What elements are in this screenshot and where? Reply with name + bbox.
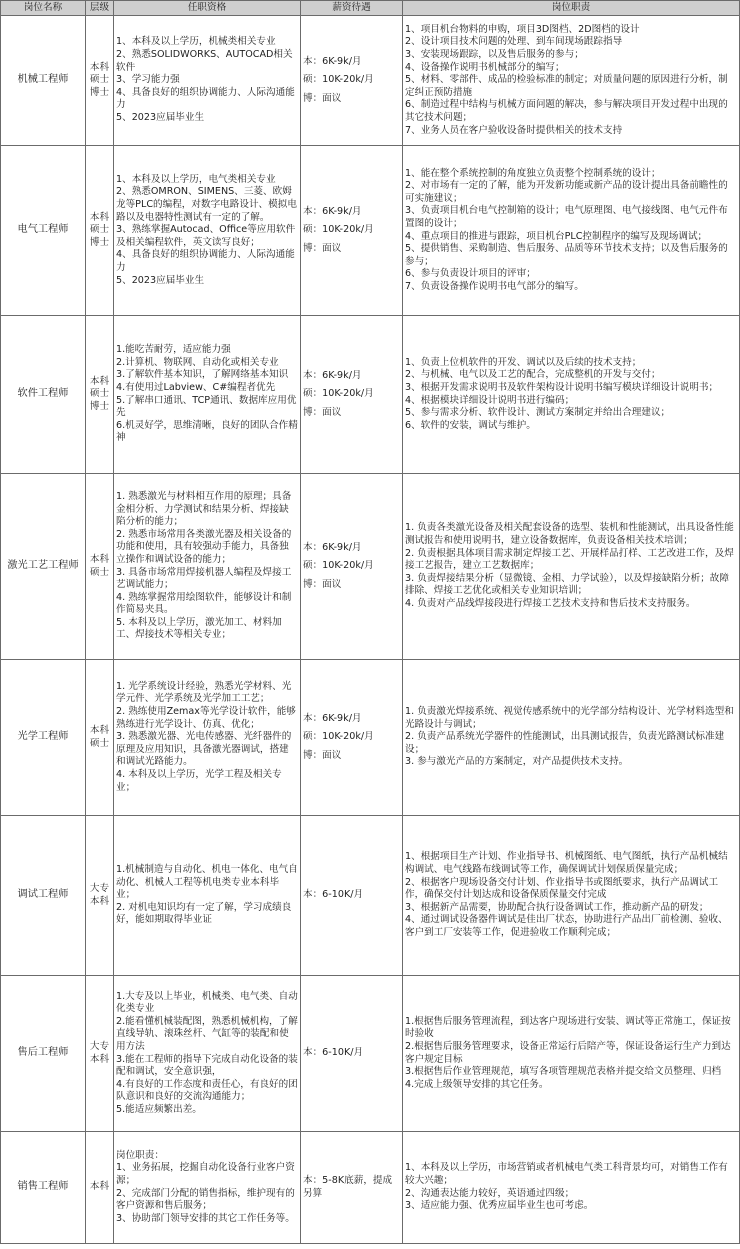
table-row	[1, 660, 740, 816]
duties-cell	[403, 976, 740, 1132]
position-name: 调试工程师	[1, 816, 86, 976]
position-name: 销售工程师	[1, 1132, 86, 1244]
level-item: 本科	[89, 61, 110, 73]
qualifications-cell	[114, 16, 301, 146]
level-item: 博士	[89, 400, 110, 412]
salary-cell	[301, 146, 403, 316]
qualification-item: 5. 本科及以上学历，激光加工、材料加工、焊接技术等相关专业；	[116, 616, 282, 641]
duty-item: 6、参与负责设计项目的评审；	[405, 268, 536, 280]
qualifications-cell	[114, 976, 301, 1132]
duty-item: 2、沟通表达能力较好，英语通过四级；	[405, 1187, 575, 1199]
qualification-item: 1.能吃苦耐劳，适应能力强	[116, 344, 231, 356]
duty-item: 1. 负责激光焊接系统、视觉传感系统中的光学部分结构设计、光学材料选型和光路设计与调试；	[405, 706, 734, 730]
qualification-item: 1. 熟悉激光与材料相互作用的原理；具备金相分析、力学测试和结果分析、焊接缺陷分析的能力；	[116, 490, 292, 528]
duty-item: 2、与机械、电气以及工艺的配合，完成整机的开发与交付；	[405, 369, 661, 381]
qualification-item: 4、具备良好的组织协调能力、人际沟通能力	[116, 249, 295, 273]
salary-cell	[301, 1132, 403, 1244]
duty-item: 5、参与需求分析、软件设计、测试方案制定并给出合理建议；	[405, 407, 671, 419]
table-row	[1, 16, 740, 146]
level-item: 博士	[89, 86, 110, 98]
duty-item: 1. 负责各类激光设备及相关配套设备的选型、装机和性能测试，出具设备性能测试报告和使用说明书，建立设备数据库，负责设备相关技术培训；	[405, 522, 734, 547]
table-row	[1, 474, 740, 660]
duties-cell	[403, 16, 740, 146]
qualification-item: 3、协助部门领导安排的其它工作任务等。	[116, 1212, 295, 1224]
qualification-item: 1、本科及以上学历，电气类相关专业	[116, 173, 276, 185]
qualifications-cell	[114, 146, 301, 316]
duty-item: 3.根据售后作业管理规范，填写各项管理规范表格并提交给文员整理、归档	[405, 1066, 722, 1078]
duty-item: 3. 负责焊接结果分析（显微镜、金相、力学试验），以及焊接缺陷分析；故障排除、焊接工艺优化或相关专业知识培训；	[405, 572, 729, 597]
duty-item: 3、适应能力强、优秀应届毕业生也可考虑。	[405, 1200, 594, 1212]
table-row	[1, 316, 740, 474]
table-row	[1, 146, 740, 316]
level-item: 博士	[89, 236, 110, 248]
position-name: 电气工程师	[1, 146, 86, 316]
duty-item: 2、对市场有一定的了解，能为开发新功能或新产品的设计提出具备前瞻性的可实施建议；	[405, 180, 728, 204]
header-salary: 薪资待遇	[301, 1, 403, 16]
qualification-item: 3. 具备市场常用焊接机器人编程及焊接工艺调试能力；	[116, 566, 292, 591]
qualification-item: 3.能在工程师的指导下完成自动化设备的装配和调试，安全意识强，	[116, 1053, 298, 1078]
duty-item: 4、重点项目的推进与跟踪，项目机台PLC控制程序的编写及现场调试；	[405, 230, 708, 242]
qualifications-cell	[114, 660, 301, 816]
level-cell	[86, 316, 114, 474]
duty-item: 3、根据新产品需要，协助配合执行设备调试工作，推动新产品的研发；	[405, 901, 709, 913]
qualification-item: 4.有使用过Labview、C#编程者优先	[116, 381, 276, 393]
qualification-item: 岗位职责：	[116, 1149, 164, 1161]
header-level: 层级	[86, 1, 114, 16]
qualification-item: 4. 熟练掌握常用绘图软件，能够设计和制作简易夹具。	[116, 591, 292, 616]
duty-item: 7、业务人员在客户验收设备时提供相关的技术支持	[405, 124, 623, 136]
salary-item: 本：6-10K/月	[303, 1047, 364, 1059]
level-cell	[86, 146, 114, 316]
duty-item: 5、材料、零部件、成品的检验标准的制定；对质量问题的原因进行分析，制定纠正预防措施	[405, 74, 728, 98]
duty-item: 5、提供销售、采购制造、售后服务、品质等环节技术支持；以及售后服务的参与；	[405, 243, 728, 267]
salary-cell	[301, 976, 403, 1132]
qualification-item: 5.能适应频繁出差。	[116, 1103, 202, 1115]
salary-cell	[301, 816, 403, 976]
level-cell	[86, 976, 114, 1132]
position-name: 售后工程师	[1, 976, 86, 1132]
salary-item: 硕：10K-20k/月	[303, 74, 374, 86]
duty-item: 3、安装现场跟踪，以及售后服务的参与；	[405, 49, 584, 61]
duties-cell	[403, 474, 740, 660]
salary-cell	[301, 660, 403, 816]
duty-item: 4、设备操作说明书机械部分的编写；	[405, 61, 565, 73]
qualification-item: 2、熟悉SOLIDWORKS、AUTOCAD相关软件	[116, 49, 293, 73]
duty-item: 4、根据模块详细设计说明书进行编码；	[405, 394, 575, 406]
level-item: 硕士	[89, 224, 110, 236]
position-name: 激光工艺工程师	[1, 474, 86, 660]
level-item: 硕士	[89, 566, 110, 578]
qualification-item: 3.了解软件基本知识，了解网络基本知识	[116, 369, 289, 381]
level-item: 本科	[89, 553, 110, 565]
salary-cell	[301, 474, 403, 660]
qualification-item: 4. 本科及以上学历，光学工程及相关专业；	[116, 768, 282, 793]
level-item: 本科	[89, 895, 110, 907]
level-item: 大专	[89, 882, 110, 894]
qualification-item: 2、完成部门分配的销售指标，维护现有的客户资源和售后服务；	[116, 1187, 295, 1212]
duty-item: 4.完成上级领导安排的其它任务。	[405, 1078, 549, 1090]
qualifications-cell	[114, 316, 301, 474]
duties-cell	[403, 146, 740, 316]
qualification-item: 1、业务拓展，挖掘自动化设备行业客户资源；	[116, 1162, 295, 1186]
salary-item: 本：6K-9k/月	[303, 369, 362, 381]
duty-item: 1、负责上位机软件的开发、调试以及后续的技术支持；	[405, 356, 642, 368]
table-row	[1, 976, 740, 1132]
header-row	[1, 1, 740, 16]
qualifications-cell	[114, 1132, 301, 1244]
qualification-item: 3、学习能力强	[116, 74, 180, 86]
table-row	[1, 816, 740, 976]
qualification-item: 4、具备良好的组织协调能力、人际沟通能力	[116, 86, 295, 111]
duties-cell	[403, 316, 740, 474]
duty-item: 2、根据客户现场设备交付计划、作业指导书或图纸要求，执行产品调试工作，确保交付计划达成和设备保质保量交付完成	[405, 876, 719, 901]
qualifications-cell	[114, 816, 301, 976]
qualification-item: 1.大专及以上毕业，机械类、电气类、自动化类专业	[116, 990, 298, 1015]
qualification-item: 1. 光学系统设计经验，熟悉光学材料、光学元件、光学系统及光学加工工艺；	[116, 680, 292, 705]
salary-item: 博：面议	[303, 578, 342, 590]
qualification-item: 5.了解串口通讯、TCP通讯、数据库应用优先	[116, 394, 297, 419]
salary-item: 硕：10K-20k/月	[303, 388, 374, 400]
duty-item: 6、制造过程中结构与机械方面问题的解决，参与解决项目开发过程中出现的其它技术问题；	[405, 99, 728, 123]
salary-item: 硕：10K-20k/月	[303, 224, 374, 236]
salary-item: 博：面议	[303, 92, 342, 104]
level-item: 本科	[89, 211, 110, 223]
salary-item: 本：6K-9k/月	[303, 541, 362, 553]
table-row	[1, 1132, 740, 1244]
position-name: 机械工程师	[1, 16, 86, 146]
level-item: 本科	[89, 1181, 110, 1193]
header-position: 岗位名称	[1, 1, 86, 16]
duty-item: 2. 负责根据具体项目需求制定焊接工艺、开展样品打样、工艺改进工作，及焊接工艺报告，建立工艺数据库；	[405, 547, 734, 572]
qualification-item: 2.计算机、物联网、自动化或相关专业	[116, 356, 279, 368]
qualification-item: 3、熟练掌握Autocad、Office等应用软件及相关编程软件，英文读写良好；	[116, 224, 296, 248]
duty-item: 1、项目机台物料的申购，项目3D图档、2D图档的设计	[405, 23, 640, 35]
duties-cell	[403, 660, 740, 816]
qualification-item: 2. 熟练使用Zemax等光学设计软件，能够熟练进行光学设计、仿真、优化；	[116, 706, 296, 730]
salary-item: 硕：10K-20k/月	[303, 731, 374, 743]
salary-item: 硕：10K-20k/月	[303, 560, 374, 572]
salary-item: 本：6K-9k/月	[303, 55, 362, 67]
level-item: 大专	[89, 1040, 110, 1052]
salary-item: 本：6K-9k/月	[303, 712, 362, 724]
salary-cell	[301, 316, 403, 474]
duty-item: 3、负责项目机台电气控制箱的设计；电气原理图、电气接线图、电气元件布置图的设计；	[405, 205, 728, 229]
duty-item: 7、负责设备操作说明书电气部分的编写。	[405, 280, 584, 292]
position-name: 软件工程师	[1, 316, 86, 474]
qualifications-cell	[114, 474, 301, 660]
duty-item: 2、设计项目技术问题的处理、到车间现场跟踪指导	[405, 36, 623, 48]
salary-item: 博：面议	[303, 242, 342, 254]
header-qualifications: 任职资格	[114, 1, 301, 16]
level-item: 硕士	[89, 737, 110, 749]
qualification-item: 1、本科及以上学历，机械类相关专业	[116, 36, 276, 48]
level-item: 硕士	[89, 388, 110, 400]
salary-item: 博：面议	[303, 749, 342, 761]
duty-item: 1、本科及以上学历，市场营销或者机械电气类工科背景均可，对销售工作有较大兴趣；	[405, 1162, 728, 1186]
level-item: 本科	[89, 375, 110, 387]
duties-cell	[403, 816, 740, 976]
qualification-item: 5、2023应届毕业生	[116, 111, 205, 123]
salary-item: 本：5-8K底薪，提成另算	[303, 1174, 393, 1199]
duty-item: 2.根据售后服务管理要求，设备正常运行后陪产等，保证设备运行生产力到达客户规定目标	[405, 1040, 731, 1065]
duty-item: 3. 参与激光产品的方案制定，对产品提供技术支持。	[405, 756, 629, 768]
duties-cell	[403, 1132, 740, 1244]
qualification-item: 2、熟悉OMRON、SIMENS、三菱、欧姆龙等PLC的编程，对数字电路设计、模拟电路以及电器特性测试有一定的了解。	[116, 186, 297, 223]
qualification-item: 2. 熟悉市场常用各类激光器及相关设备的功能和使用，具有较强动手能力，具备独立操作和调试设备的能力；	[116, 528, 292, 565]
duty-item: 1.根据售后服务管理流程，到达客户现场进行安装、调试等正常施工，保证按时验收	[405, 1015, 731, 1040]
qualification-item: 4.有良好的工作态度和责任心，有良好的团队意识和良好的交流沟通能力；	[116, 1078, 298, 1103]
duty-item: 6、软件的安装，调试与维护。	[405, 419, 536, 431]
level-cell	[86, 16, 114, 146]
header-duties: 岗位职责	[403, 1, 740, 16]
position-name: 光学工程师	[1, 660, 86, 816]
salary-item: 本：6K-9k/月	[303, 205, 362, 217]
level-cell	[86, 816, 114, 976]
duty-item: 3、根据开发需求说明书及软件架构设计说明书编写模块详细设计说明书；	[405, 381, 719, 393]
salary-item: 博：面议	[303, 406, 342, 418]
duty-item: 2. 负责产品系统光学器件的性能测试，出具测试报告，负责光路测试标准建设；	[405, 731, 725, 755]
duty-item: 1、能在整个系统控制的角度独立负责整个控制系统的设计；	[405, 167, 661, 179]
duty-item: 4、通过调试设备器件调试是佳出厂状态，协助进行产品出厂前检测、验收、客户到工厂安装等工作，促进验收工作顺利完成；	[405, 914, 728, 938]
qualification-item: 2.能看懂机械装配图，熟悉机械机构，了解直线导轨、滚珠丝杆、气缸等的装配和使用方法	[116, 1015, 298, 1052]
qualification-item: 5、2023应届毕业生	[116, 274, 205, 286]
level-cell	[86, 474, 114, 660]
level-item: 本科	[89, 724, 110, 736]
qualification-item: 3. 熟悉激光器、光电传感器、光纤器件的原理及应用知识，具备激光器调试，搭建和调试光路能力。	[116, 731, 292, 768]
level-item: 本科	[89, 1053, 110, 1065]
duty-item: 1、根据项目生产计划、作业指导书、机械图纸、电气图纸，执行产品机械结构调试、电气线路布线调试等工作，确保调试计划保质保量完成；	[405, 851, 728, 876]
qualification-item: 2. 对机电知识均有一定了解，学习成绩良好，能如期取得毕业证	[116, 901, 292, 926]
salary-item: 本：6-10K/月	[303, 889, 364, 901]
level-item: 硕士	[89, 74, 110, 86]
duty-item: 4. 负责对产品线焊接段进行焊接工艺技术支持和售后技术支持服务。	[405, 597, 696, 609]
qualification-item: 1.机械制造与自动化、机电一体化、电气自动化、机械人工程等机电类专业本科毕业；	[116, 864, 298, 901]
level-cell	[86, 660, 114, 816]
level-cell	[86, 1132, 114, 1244]
salary-cell	[301, 16, 403, 146]
qualification-item: 6.机灵好学，思维清晰，良好的团队合作精神	[116, 419, 298, 444]
